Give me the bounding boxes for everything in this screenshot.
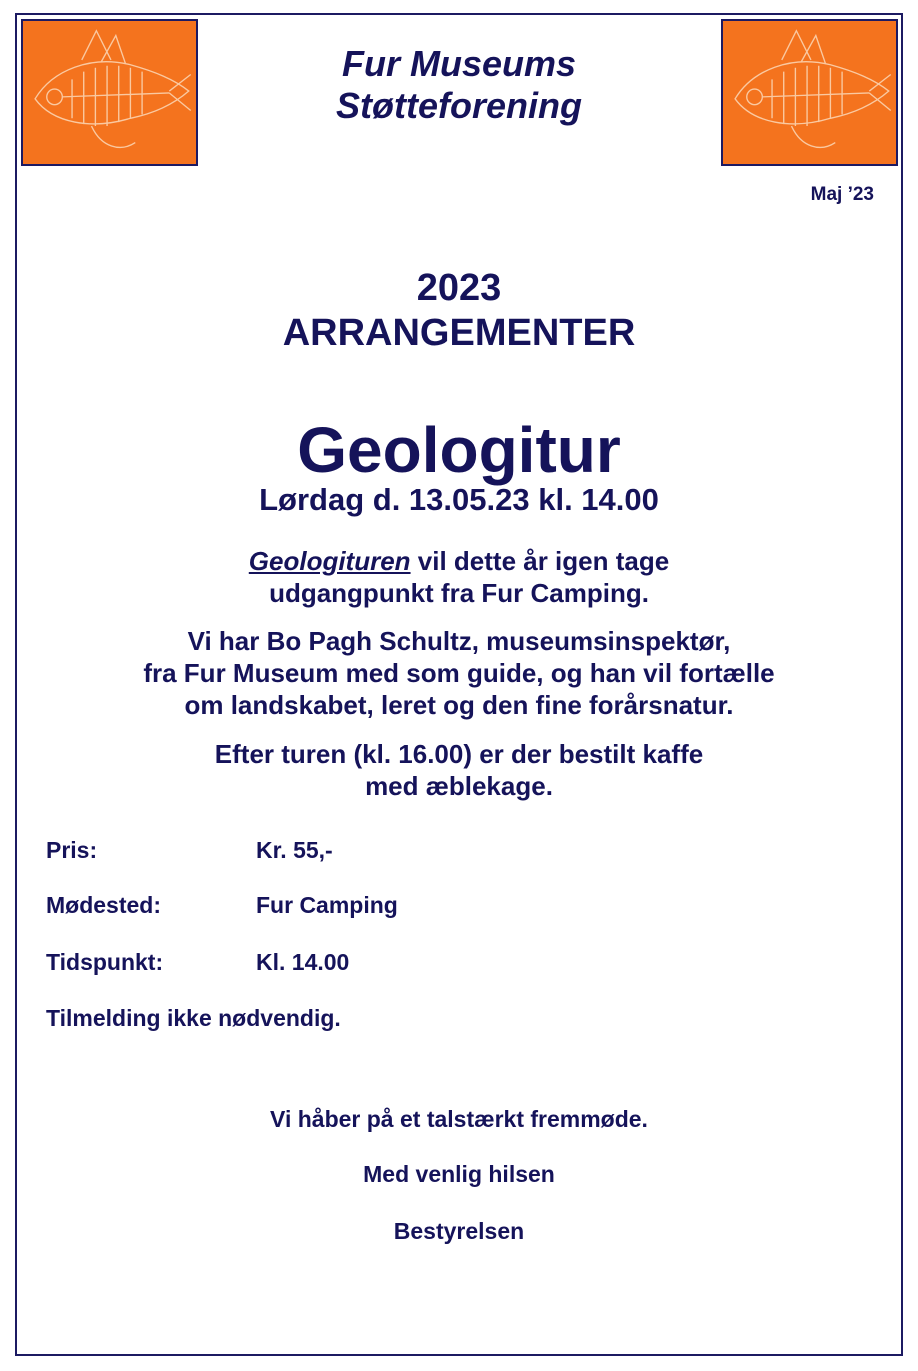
time-label: Tidspunkt: [46,949,164,975]
paragraph-1-line-2: udgangpunkt fra Fur Camping. [269,578,649,608]
paragraph-1-rest: vil dette år igen tage [410,546,670,576]
closing-line-1: Vi håber på et talstærkt fremmøde. [270,1106,648,1132]
issue-date: Maj ’23 [810,184,874,205]
meeting-place-row [46,891,398,919]
events-heading: ARRANGEMENTER [282,312,636,354]
year-heading: 2023 [416,267,502,309]
event-datetime: Lørdag d. 13.05.23 kl. 14.00 [259,482,659,517]
paragraph-2-line-3: om landskabet, leret og den fine forårsnatur. [184,690,734,720]
paragraph-2-line-2: fra Fur Museum med som guide, og han vil fortælle [143,658,775,688]
org-name-line2: Støtteforening [336,85,582,126]
meeting-place-value: Fur Camping [256,892,398,918]
price-row [46,836,333,864]
time-value: Kl. 14.00 [256,949,350,975]
time-row [46,948,349,976]
paragraph-3-line-1: Efter turen (kl. 16.00) er der bestilt kaffe [214,739,704,769]
price-value: Kr. 55,- [256,837,333,863]
registration-note: Tilmelding ikke nødvendig. [46,1005,341,1031]
closing-greeting: Med venlig hilsen [363,1161,555,1187]
paragraph-1-line-1 [0,545,918,577]
fossil-fish-icon [21,19,198,166]
event-name-emphasis: Geologituren [248,546,411,576]
paragraph-3-line-2: med æblekage. [365,771,553,801]
meeting-place-label: Mødested: [46,892,161,918]
event-title: Geologitur [297,414,621,486]
fossil-fish-icon [721,19,898,166]
paragraph-2-line-1: Vi har Bo Pagh Schultz, museumsinspektør, [187,626,731,656]
price-label: Pris: [46,837,98,863]
org-name-line1: Fur Museums [341,43,577,84]
closing-signature: Bestyrelsen [393,1218,525,1244]
